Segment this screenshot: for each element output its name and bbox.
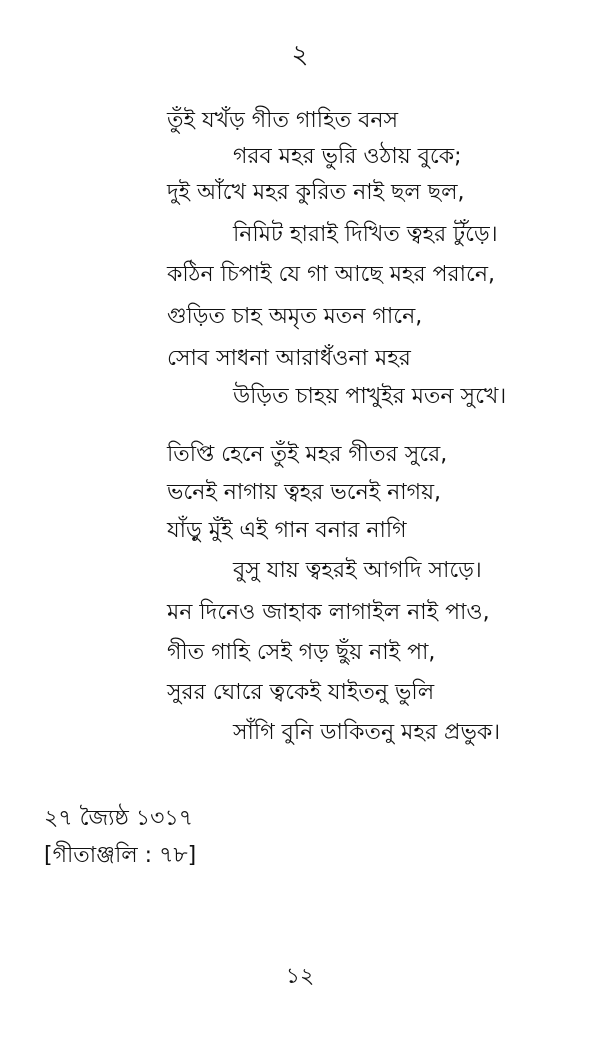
poem-line: সুরর ঘোরে ত্বকেই যাইতনু ভুলি bbox=[167, 680, 435, 705]
poem-line: দুই আঁখে মহর কুরিত নাই ছল ছল, bbox=[167, 180, 465, 205]
poem-line: তুঁই যখঁড় গীত গাহিত বনস bbox=[167, 108, 399, 133]
poem-line: সোব সাধনা আরাধঁওনা মহর bbox=[167, 346, 411, 371]
poem-line: নিমিট হারাই দিখিত ত্বহর টুঁড়ে। bbox=[233, 222, 498, 247]
poem-source: [গীতাঞ্জলি : ৭৮] bbox=[44, 843, 197, 868]
poem-line: তিপ্তি হেনে তুঁই মহর গীতর সুরে, bbox=[167, 442, 448, 467]
poem-line: গুড়িত চাহ অমৃত মতন গানে, bbox=[167, 304, 423, 329]
poem-date: ২৭ জ্যৈষ্ঠ ১৩১৭ bbox=[44, 806, 194, 831]
poem-number: ২ bbox=[291, 40, 309, 70]
poem-line: গীত গাহি সেই গড় ছুঁয় নাই পা, bbox=[167, 640, 436, 665]
poem-line: কঠিন চিপাই যে গা আছে মহর পরানে, bbox=[167, 262, 495, 287]
poem-line: উড়িত চাহয় পাখুইর মতন সুখে। bbox=[233, 384, 507, 409]
poem-line: গরব মহর ভুরি ওঠায় বুকে; bbox=[233, 144, 462, 169]
poem-line: মন দিনেও জাহাক লাগাইল নাই পাও, bbox=[167, 600, 490, 625]
poem-line: ভনেই নাগায় ত্বহর ভনেই নাগয়, bbox=[167, 480, 442, 505]
poem-line: সাঁগি বুনি ডাকিতনু মহর প্রভুক। bbox=[233, 720, 501, 745]
poem-line: যাঁড়ু মুঁই এই গান বনার নাগি bbox=[167, 518, 407, 543]
page-number: ১২ bbox=[285, 964, 315, 989]
poem-line: বুসু যায় ত্বহরই আগদি সাড়ে। bbox=[233, 558, 482, 583]
